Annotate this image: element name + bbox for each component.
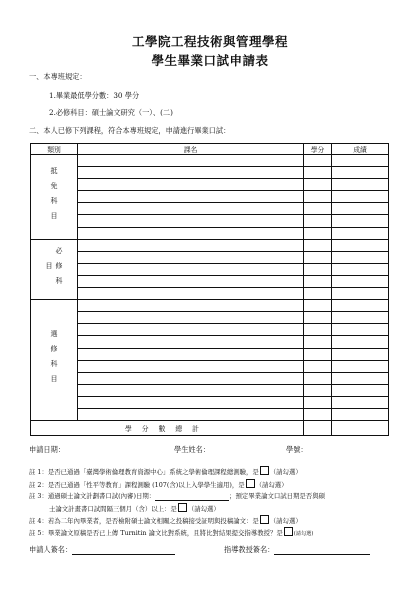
- grade-cell[interactable]: [332, 155, 389, 167]
- category-elective: 選修科目: [31, 300, 78, 421]
- credits-cell[interactable]: [304, 191, 332, 203]
- applicant-signature: 申請人簽名：: [29, 545, 175, 555]
- credits-cell[interactable]: [304, 324, 332, 336]
- table-row: [31, 263, 389, 275]
- course-cell[interactable]: [78, 203, 304, 215]
- grade-cell[interactable]: [332, 336, 389, 348]
- student-id-label: 學號：: [286, 445, 308, 454]
- table-row: [31, 288, 389, 300]
- course-cell[interactable]: [78, 227, 304, 239]
- review-date-field[interactable]: [155, 492, 229, 501]
- table-header-row: [31, 144, 389, 155]
- category-waived: 抵免科目: [31, 155, 78, 240]
- table-row: [31, 179, 389, 191]
- note-3-cont: 士論文計畫書口試間隔三個月（含）以上：是 （請勾選）: [49, 505, 220, 513]
- table-row: [31, 396, 389, 408]
- grade-cell[interactable]: [332, 360, 389, 372]
- credits-cell[interactable]: [304, 203, 332, 215]
- section1-item1: 1.畢業最低學分數：30 學分: [49, 91, 140, 100]
- credits-cell[interactable]: [304, 384, 332, 396]
- grade-cell[interactable]: [332, 239, 389, 251]
- course-cell[interactable]: [78, 251, 304, 263]
- credits-cell[interactable]: [304, 372, 332, 384]
- credits-cell[interactable]: [304, 312, 332, 324]
- grade-cell[interactable]: [332, 396, 389, 408]
- table-row: [31, 348, 389, 360]
- section1-heading: 一、本專班規定：: [29, 72, 87, 81]
- form-subtitle: 學生畢業口試申請表: [151, 53, 269, 68]
- grade-cell[interactable]: [332, 348, 389, 360]
- table-row: [31, 251, 389, 263]
- course-cell[interactable]: [78, 396, 304, 408]
- form-title: 工學院工程技術與管理學程: [131, 34, 288, 49]
- course-cell[interactable]: [78, 239, 304, 251]
- total-credits-label: 學分數總計: [31, 421, 304, 436]
- note-4: 註 4：若為二年內畢業者，是否檢附碩士論文相關之投稿接受証明與投稿論文：是 （請勾選）: [29, 517, 302, 525]
- course-cell[interactable]: [78, 179, 304, 191]
- grade-cell[interactable]: [332, 251, 389, 263]
- course-cell[interactable]: [78, 360, 304, 372]
- table-row: [31, 336, 389, 348]
- grade-cell[interactable]: [332, 203, 389, 215]
- grade-cell[interactable]: [332, 324, 389, 336]
- course-table: [30, 143, 389, 436]
- table-row: [31, 275, 389, 287]
- course-cell[interactable]: [78, 263, 304, 275]
- credits-cell[interactable]: [304, 275, 332, 287]
- credits-cell[interactable]: [304, 167, 332, 179]
- header-credits: 學分: [304, 144, 332, 155]
- header-grade: 成績: [332, 144, 389, 155]
- total-grade-cell[interactable]: [332, 421, 389, 436]
- student-name-label: 學生姓名：: [174, 445, 210, 454]
- table-row: [31, 167, 389, 179]
- date-label: 申請日期：: [29, 445, 65, 454]
- course-cell[interactable]: [78, 408, 304, 420]
- table-row: [31, 372, 389, 384]
- course-cell[interactable]: [78, 191, 304, 203]
- category-required: 必修科目: [31, 239, 78, 299]
- table-row: [31, 408, 389, 420]
- advisor-signature: 指導教授簽名：: [224, 545, 370, 555]
- table-row: [31, 155, 389, 167]
- grade-cell[interactable]: [332, 215, 389, 227]
- grade-cell[interactable]: [332, 227, 389, 239]
- credits-cell[interactable]: [304, 227, 332, 239]
- note-5-checkbox[interactable]: [284, 527, 293, 536]
- credits-cell[interactable]: [304, 300, 332, 312]
- course-cell[interactable]: [78, 215, 304, 227]
- table-row: [31, 384, 389, 396]
- grade-cell[interactable]: [332, 167, 389, 179]
- table-row: [31, 324, 389, 336]
- grade-cell[interactable]: [332, 179, 389, 191]
- grade-cell[interactable]: [332, 300, 389, 312]
- credits-cell[interactable]: [304, 408, 332, 420]
- note-3: 註 3：通過碩士論文計劃書口試(內審)日期： ；預定畢業論文口試日期是否與碩: [29, 492, 325, 500]
- note-4-checkbox[interactable]: [260, 515, 269, 524]
- header-category: 類別: [31, 144, 78, 155]
- credits-cell[interactable]: [304, 288, 332, 300]
- course-cell[interactable]: [78, 324, 304, 336]
- course-cell[interactable]: [78, 312, 304, 324]
- credits-cell[interactable]: [304, 179, 332, 191]
- course-cell[interactable]: [78, 372, 304, 384]
- credits-cell[interactable]: [304, 251, 332, 263]
- credits-cell[interactable]: [304, 348, 332, 360]
- table-row: [31, 191, 389, 203]
- course-cell[interactable]: [78, 155, 304, 167]
- credits-cell[interactable]: [304, 155, 332, 167]
- course-cell[interactable]: [78, 300, 304, 312]
- course-cell[interactable]: [78, 348, 304, 360]
- section2-heading: 二、本人已修下列課程，符合本專班規定，申請進行畢業口試：: [29, 126, 231, 135]
- course-cell[interactable]: [78, 288, 304, 300]
- grade-cell[interactable]: [332, 372, 389, 384]
- note-1-checkbox[interactable]: [260, 466, 269, 475]
- credits-cell[interactable]: [304, 239, 332, 251]
- grade-cell[interactable]: [332, 191, 389, 203]
- header-course: 課名: [78, 144, 304, 155]
- grade-cell[interactable]: [332, 263, 389, 275]
- grade-cell[interactable]: [332, 275, 389, 287]
- credits-cell[interactable]: [304, 336, 332, 348]
- grade-cell[interactable]: [332, 408, 389, 420]
- table-row: [31, 203, 389, 215]
- total-credits-cell[interactable]: [304, 421, 332, 436]
- course-cell[interactable]: [78, 336, 304, 348]
- credits-cell[interactable]: [304, 360, 332, 372]
- table-row: [31, 300, 389, 312]
- course-cell[interactable]: [78, 275, 304, 287]
- note-3-checkbox[interactable]: [178, 503, 187, 512]
- credits-cell[interactable]: [304, 263, 332, 275]
- credits-cell[interactable]: [304, 396, 332, 408]
- course-cell[interactable]: [78, 167, 304, 179]
- applicant-signature-line[interactable]: [72, 545, 175, 555]
- credits-cell[interactable]: [304, 215, 332, 227]
- note-2: 註 2：是否已通過「性平等教育」課程測驗 (107(含)以上入學學生適用)，是 （請勾選）: [29, 481, 288, 489]
- table-row: [31, 215, 389, 227]
- grade-cell[interactable]: [332, 384, 389, 396]
- table-row: [31, 239, 389, 251]
- grade-cell[interactable]: [332, 312, 389, 324]
- note-2-checkbox[interactable]: [246, 479, 255, 488]
- grade-cell[interactable]: [332, 288, 389, 300]
- total-row: [31, 421, 389, 436]
- note-1: 註 1：是否已通過「臺灣學術倫理教育資源中心」系統之學術倫理課程總測驗，是 （請勾選）: [29, 468, 302, 476]
- note-5: 註 5：畢業論文原稿是否已上傳 Turnitin 論文比對系統，且將比對結果提交指導教授？是 (請勾選): [29, 529, 314, 537]
- course-cell[interactable]: [78, 384, 304, 396]
- table-row: [31, 227, 389, 239]
- section1-item2: 2.必修科目：碩士論文研究（一）、(二): [49, 108, 173, 117]
- table-row: [31, 360, 389, 372]
- table-row: [31, 312, 389, 324]
- advisor-signature-line[interactable]: [274, 545, 370, 555]
